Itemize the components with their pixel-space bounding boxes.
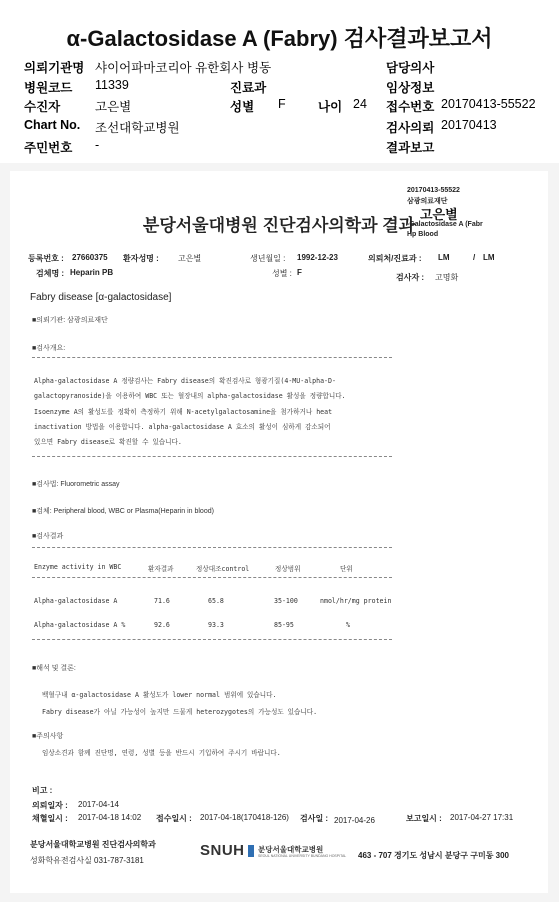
- test-date-value: 2017-04-26: [334, 816, 375, 825]
- report-date-label: 보고일시 :: [406, 814, 442, 823]
- logo-sub: SEOUL NATIONAL UNIVERSITY BUNDANG HOSPITAL: [258, 854, 347, 858]
- collect-value: 2017-04-18 14:02: [78, 813, 142, 822]
- stamp-org: 삼광의료재단: [407, 198, 448, 205]
- row1-range: 35-100: [274, 597, 298, 605]
- result-heading: ■검사결과: [32, 533, 64, 540]
- sex-value: F: [278, 97, 286, 111]
- dob-value: 1992-12-23: [297, 253, 338, 262]
- ref-value-2: LM: [483, 253, 495, 262]
- row2-patient: 92.6: [154, 621, 170, 629]
- row1-name: Alpha-galactosidase A: [34, 597, 118, 605]
- examiner-label: 검사자 :: [396, 273, 425, 282]
- clinic-label: 진료과: [230, 81, 267, 95]
- overview-line-2: galactopyranoside)을 이용하여 WBC 또는 혈장내의 alpha-galactosidase 활성을 정량합니다.: [34, 392, 346, 400]
- receipt-no-value: 20170413-55522: [441, 97, 536, 111]
- report-sex-label: 성별 :: [272, 269, 292, 278]
- test-name: Fabry disease [α-galactosidase]: [30, 292, 172, 303]
- report-sex-value: F: [297, 268, 302, 277]
- row2-range: 85-95: [274, 621, 294, 629]
- stamp-line2: Hp Blood: [407, 231, 439, 238]
- snuh-logo: SNUH: [200, 842, 245, 859]
- col-header-range: 정상범위: [275, 565, 301, 573]
- col-header-enzyme: Enzyme activity in WBC: [34, 563, 122, 571]
- patient-name-label: 환자성명 :: [123, 254, 159, 263]
- col-header-patient: 환자결과: [148, 565, 174, 573]
- overview-line-4: inactivation 방법을 이용합니다. alpha-galactosidase A 효소의 활성이 심하게 감소되어: [34, 423, 331, 431]
- overview-line-3: Isoenzyme A의 활성도를 정확히 측정하기 위해 N-acetylgalactosamine을 첨가하거나 heat: [34, 408, 333, 416]
- interpretation-heading: ■해석 및 결론:: [32, 665, 76, 672]
- doctor-label: 담당의사: [386, 61, 435, 75]
- clinical-info-label: 임상정보: [386, 81, 435, 95]
- org-value: 샤이어파마코리아 유한회사: [95, 61, 244, 75]
- result-report-label: 결과보고: [386, 141, 435, 155]
- stamp-line1: -Galactosidase A (Fabr: [407, 221, 483, 228]
- col-header-control: 정상대조control: [196, 565, 250, 573]
- dob-label: 생년월일 :: [250, 254, 286, 263]
- patient-value: 고은별: [95, 100, 132, 114]
- caution-heading: ■주의사항: [32, 733, 64, 740]
- row1-unit: nmol/hr/mg protein: [320, 597, 392, 605]
- test-date-label: 검사일 :: [300, 814, 329, 823]
- chart-no-label: Chart No.: [24, 118, 81, 132]
- method-line: ■검사법: Fluorometric assay: [32, 481, 120, 488]
- patient-name-value: 고은별: [178, 254, 202, 263]
- ref-label: 의뢰처/진료과 :: [368, 254, 422, 263]
- examiner-value: 고명화: [435, 273, 459, 282]
- request-date-value: 2017-04-14: [78, 800, 119, 809]
- age-value: 24: [353, 97, 367, 111]
- divider: [32, 547, 392, 548]
- stamp-id: 20170413-55522: [407, 187, 460, 194]
- remark-label: 비고 :: [32, 786, 53, 795]
- receipt-date-value: 2017-04-18(170418-126): [200, 813, 289, 822]
- divider: [32, 357, 392, 358]
- report-date-value: 2017-04-27 17:31: [450, 813, 514, 822]
- receipt-no-label: 접수번호: [386, 100, 435, 114]
- age-label: 나이: [318, 100, 343, 114]
- request-date-label: 의뢰일자 :: [32, 801, 68, 810]
- divider: [32, 456, 392, 457]
- org-line: ■의뢰기관: 삼광의료재단: [32, 317, 108, 324]
- reg-value: 27660375: [72, 253, 108, 262]
- row1-control: 65.8: [208, 597, 224, 605]
- col-header-unit: 단위: [340, 565, 353, 573]
- ssn-label: 주민번호: [24, 141, 73, 155]
- logo-name: 분당서울대학교병원: [258, 845, 324, 854]
- hospital-address: 463 - 707 경기도 성남시 분당구 구미동 300: [358, 851, 510, 860]
- org-label: 의뢰기관명: [24, 61, 85, 75]
- collect-label: 채혈일시 :: [32, 814, 68, 823]
- hospital-code-label: 병원코드: [24, 81, 73, 95]
- chart-no-value: 조선대학교병원: [95, 121, 180, 135]
- row1-patient: 71.6: [154, 597, 170, 605]
- scanned-report: [10, 171, 548, 893]
- hospital-code-value: 11339: [95, 78, 129, 92]
- logo-mark: [248, 845, 254, 857]
- interpretation-line-2: Fabry disease가 아닐 가능성이 높지만 드물게 heterozygotes의 가능성도 있습니다.: [42, 708, 318, 716]
- divider: [32, 577, 392, 578]
- patient-label: 수진자: [24, 100, 61, 114]
- specimen-label: 검체명 :: [36, 269, 65, 278]
- sex-label: 성별: [230, 100, 255, 114]
- report-heading: 분당서울대병원 진단검사의학과 결과: [142, 216, 416, 235]
- row2-unit: %: [346, 621, 350, 629]
- row2-control: 93.3: [208, 621, 224, 629]
- ward-label: 병동: [247, 61, 272, 75]
- overview-heading: ■검사개요:: [32, 345, 66, 352]
- footer-hospital: 분당서울대학교병원 진단검사의학과: [30, 840, 156, 849]
- ref-slash: /: [473, 253, 476, 262]
- specimen-line: ■검체: Peripheral blood, WBC or Plasma(Heparin in blood): [32, 508, 214, 515]
- overview-line-5: 있으면 Fabry disease로 확진할 수 있습니다.: [34, 438, 182, 446]
- report-title: α-Galactosidase A (Fabry) 검사결과보고서: [66, 26, 493, 51]
- overview-line-1: Alpha-galactosidase A 정량검사는 Fabry disease의 확진검사로 형광기질(4-MU-alpha-D-: [34, 377, 336, 385]
- request-value: 20170413: [441, 118, 497, 132]
- ref-value: LM: [438, 253, 450, 262]
- interpretation-line-1: 백혈구내 α-galactosidase A 활성도가 lower normal 범위에 있습니다.: [42, 691, 277, 699]
- ssn-value: -: [95, 138, 100, 152]
- receipt-date-label: 접수일시 :: [156, 814, 192, 823]
- caution-text: 임상소견과 함께 진단명, 연령, 성별 등을 반드시 기입하여 주시기 바랍니다.: [42, 749, 281, 757]
- request-label: 검사의뢰: [386, 121, 435, 135]
- row2-name: Alpha-galactosidase A %: [34, 621, 126, 629]
- footer-lab: 성화학유전검사실 031-787-3181: [30, 856, 144, 865]
- divider: [32, 639, 392, 640]
- stamp-name: 고은별: [420, 207, 458, 222]
- reg-label: 등록번호 :: [28, 254, 64, 263]
- specimen-value: Heparin PB: [70, 268, 114, 277]
